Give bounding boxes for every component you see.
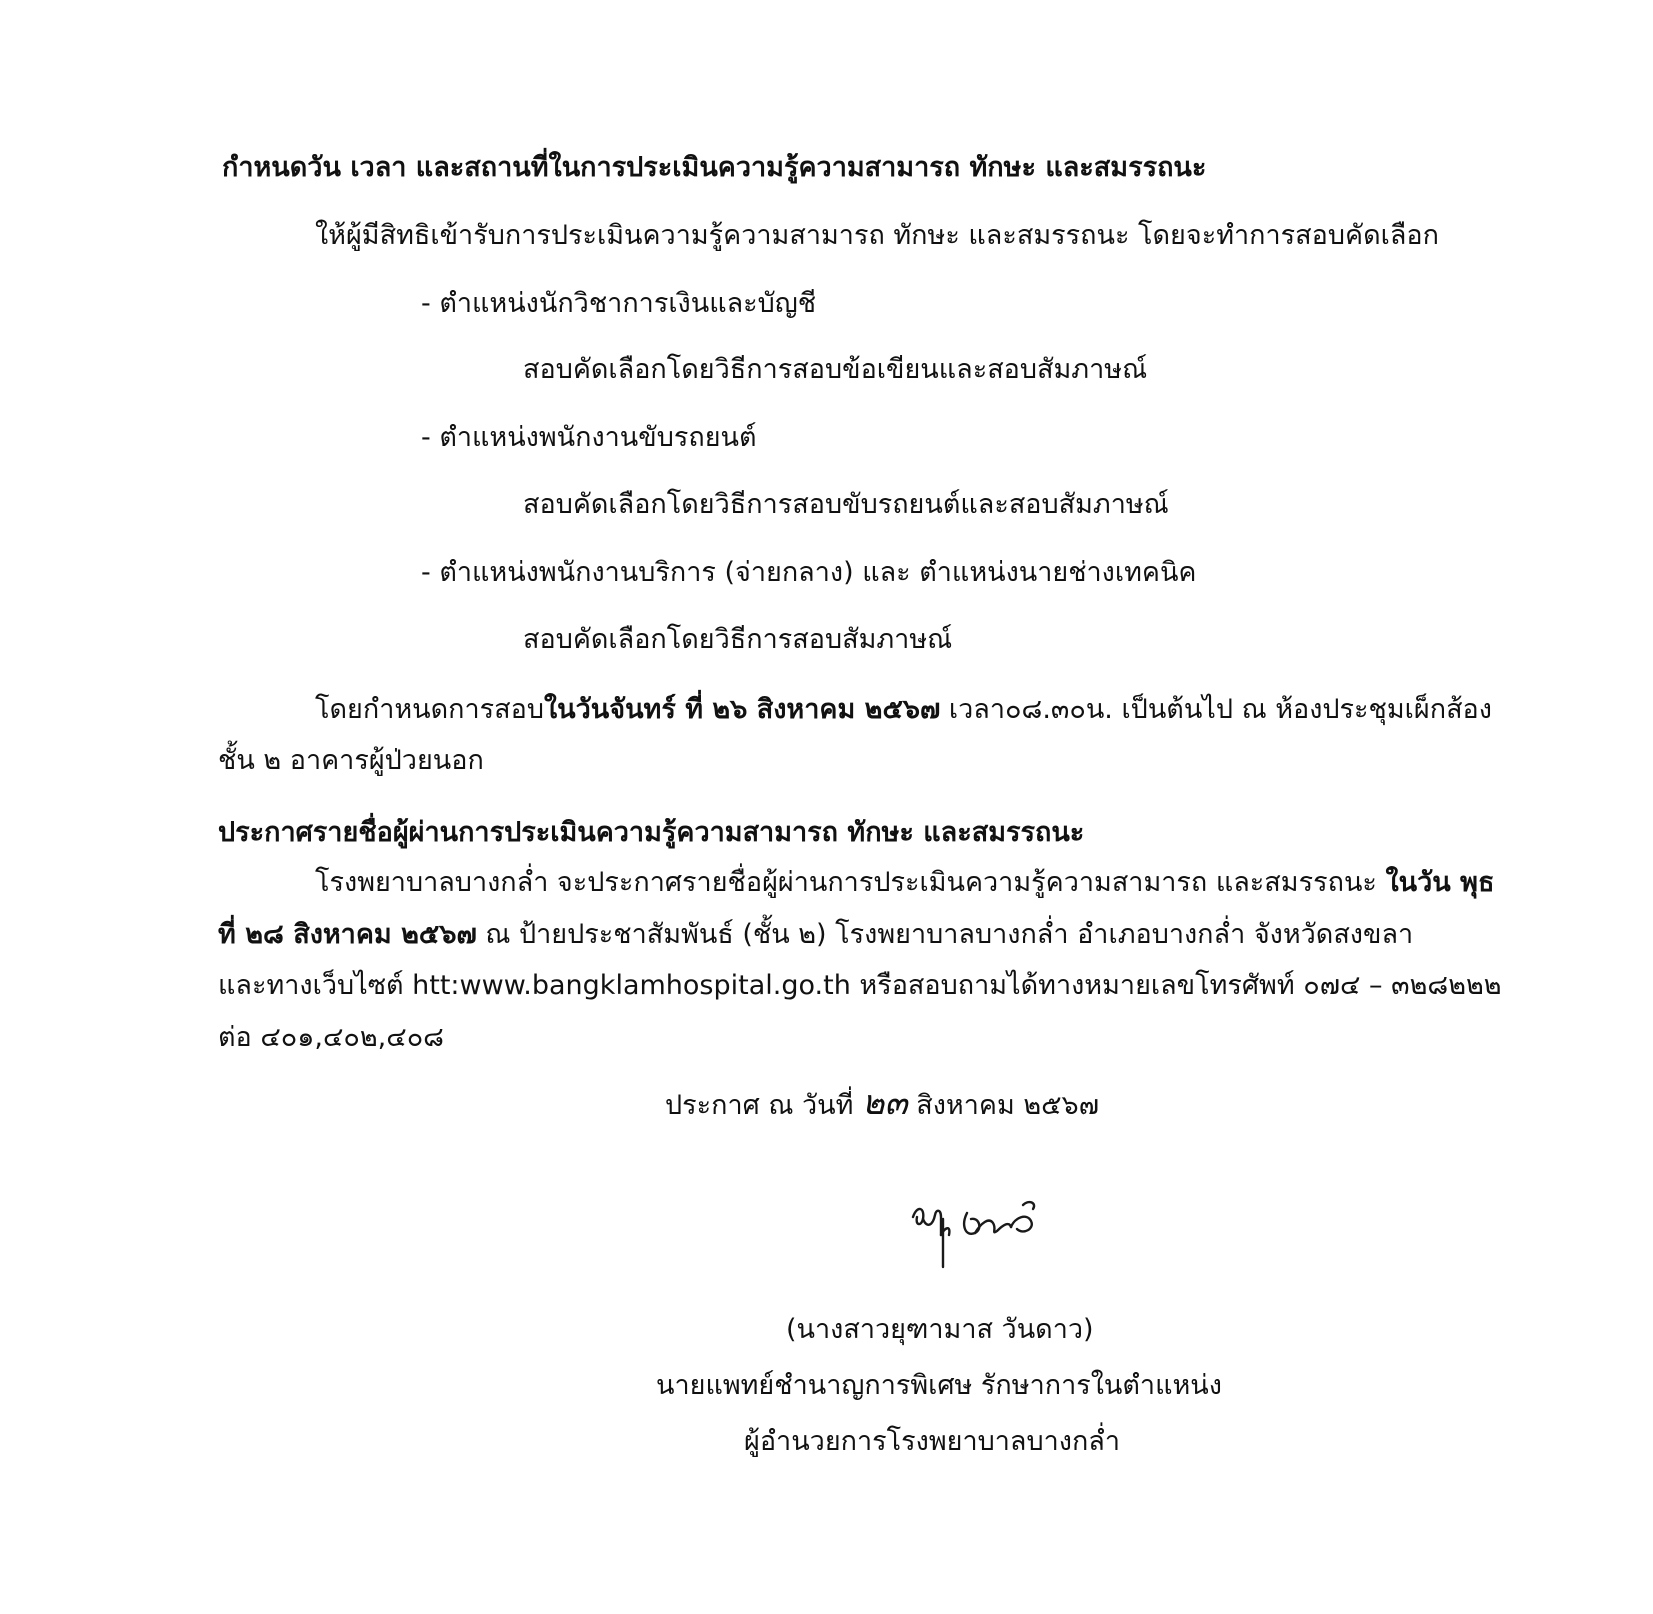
section1-heading: กำหนดวัน เวลา และสถานที่ในการประเมินความรู้ความสามารถ ทักษะ และสมรรถนะ [222,152,1207,183]
schedule-line-2: ชั้น ๒ อาคารผู้ป่วยนอก [218,745,484,776]
signatory-position-2: ผู้อำนวยการโรงพยาบาลบางกล่ำ [744,1426,1120,1457]
announce-suffix: สิงหาคม ๒๕๖๗ [907,1090,1099,1121]
handwritten-signature [905,1195,1065,1285]
section2-heading: ประกาศรายชื่อผู้ผ่านการประเมินความรู้ความสามารถ ทักษะ และสมรรถนะ [218,817,1085,848]
announce-prefix: ประกาศ ณ วันที่ [665,1090,863,1121]
announce-day-handwritten: ๒๓ [862,1083,908,1123]
position-3-title: - ตำแหน่งพนักงานบริการ (จ่ายกลาง) และ ตำแหน่งนายช่างเทคนิค [421,557,1197,588]
announce-date-line [665,1085,1099,1124]
schedule-rest: เวลา๐๘.๓๐น. เป็นต้นไป ณ ห้องประชุมเผ็กส้อง [940,694,1492,725]
section2-line-1-text: โรงพยาบาลบางกล่ำ จะประกาศรายชื่อผู้ผ่านการประเมินความรู้ความสามารถ และสมรรถนะ [315,867,1386,898]
section2-line-4: ต่อ ๔๐๑,๔๐๒,๔๐๘ [218,1022,445,1053]
signatory-name: (นางสาวยุฑามาส วันดาว) [786,1314,1094,1345]
section2-line-1-bold: ในวัน พุธ [1385,867,1495,898]
position-1-method: สอบคัดเลือกโดยวิธีการสอบข้อเขียนและสอบสัมภาษณ์ [523,354,1148,385]
position-1-title: - ตำแหน่งนักวิชาการเงินและบัญชี [421,288,817,319]
section2-line-3: และทางเว็บไซต์ htt:www.bangklamhospital.go.th หรือสอบถามได้ทางหมายเลขโทรศัพท์ ๐๗๔ – ๓๒๘๒๒๒ [218,970,1502,1001]
section2-line-2-bold: ที่ ๒๘ สิงหาคม ๒๕๖๗ [218,919,477,950]
signatory-position-1: นายแพทย์ชำนาญการพิเศษ รักษาการในตำแหน่ง [656,1370,1222,1401]
section2-line-2 [218,917,1413,953]
schedule-line-1 [315,692,1492,728]
schedule-lead: โดยกำหนดการสอบ [315,694,544,725]
position-3-method: สอบคัดเลือกโดยวิธีการสอบสัมภาษณ์ [523,624,953,655]
position-2-title: - ตำแหน่งพนักงานขับรถยนต์ [421,422,757,453]
section1-intro: ให้ผู้มีสิทธิเข้ารับการประเมินความรู้ความสามารถ ทักษะ และสมรรถนะ โดยจะทำการสอบคัดเลือก [315,220,1439,251]
section2-line-1 [315,865,1494,901]
position-2-method: สอบคัดเลือกโดยวิธีการสอบขับรถยนต์และสอบสัมภาษณ์ [523,489,1169,520]
schedule-date: ในวันจันทร์ ที่ ๒๖ สิงหาคม ๒๕๖๗ [544,694,941,725]
section2-line-2-text: ณ ป้ายประชาสัมพันธ์ (ชั้น ๒) โรงพยาบาลบางกล่ำ อำเภอบางกล่ำ จังหวัดสงขลา [476,919,1414,950]
